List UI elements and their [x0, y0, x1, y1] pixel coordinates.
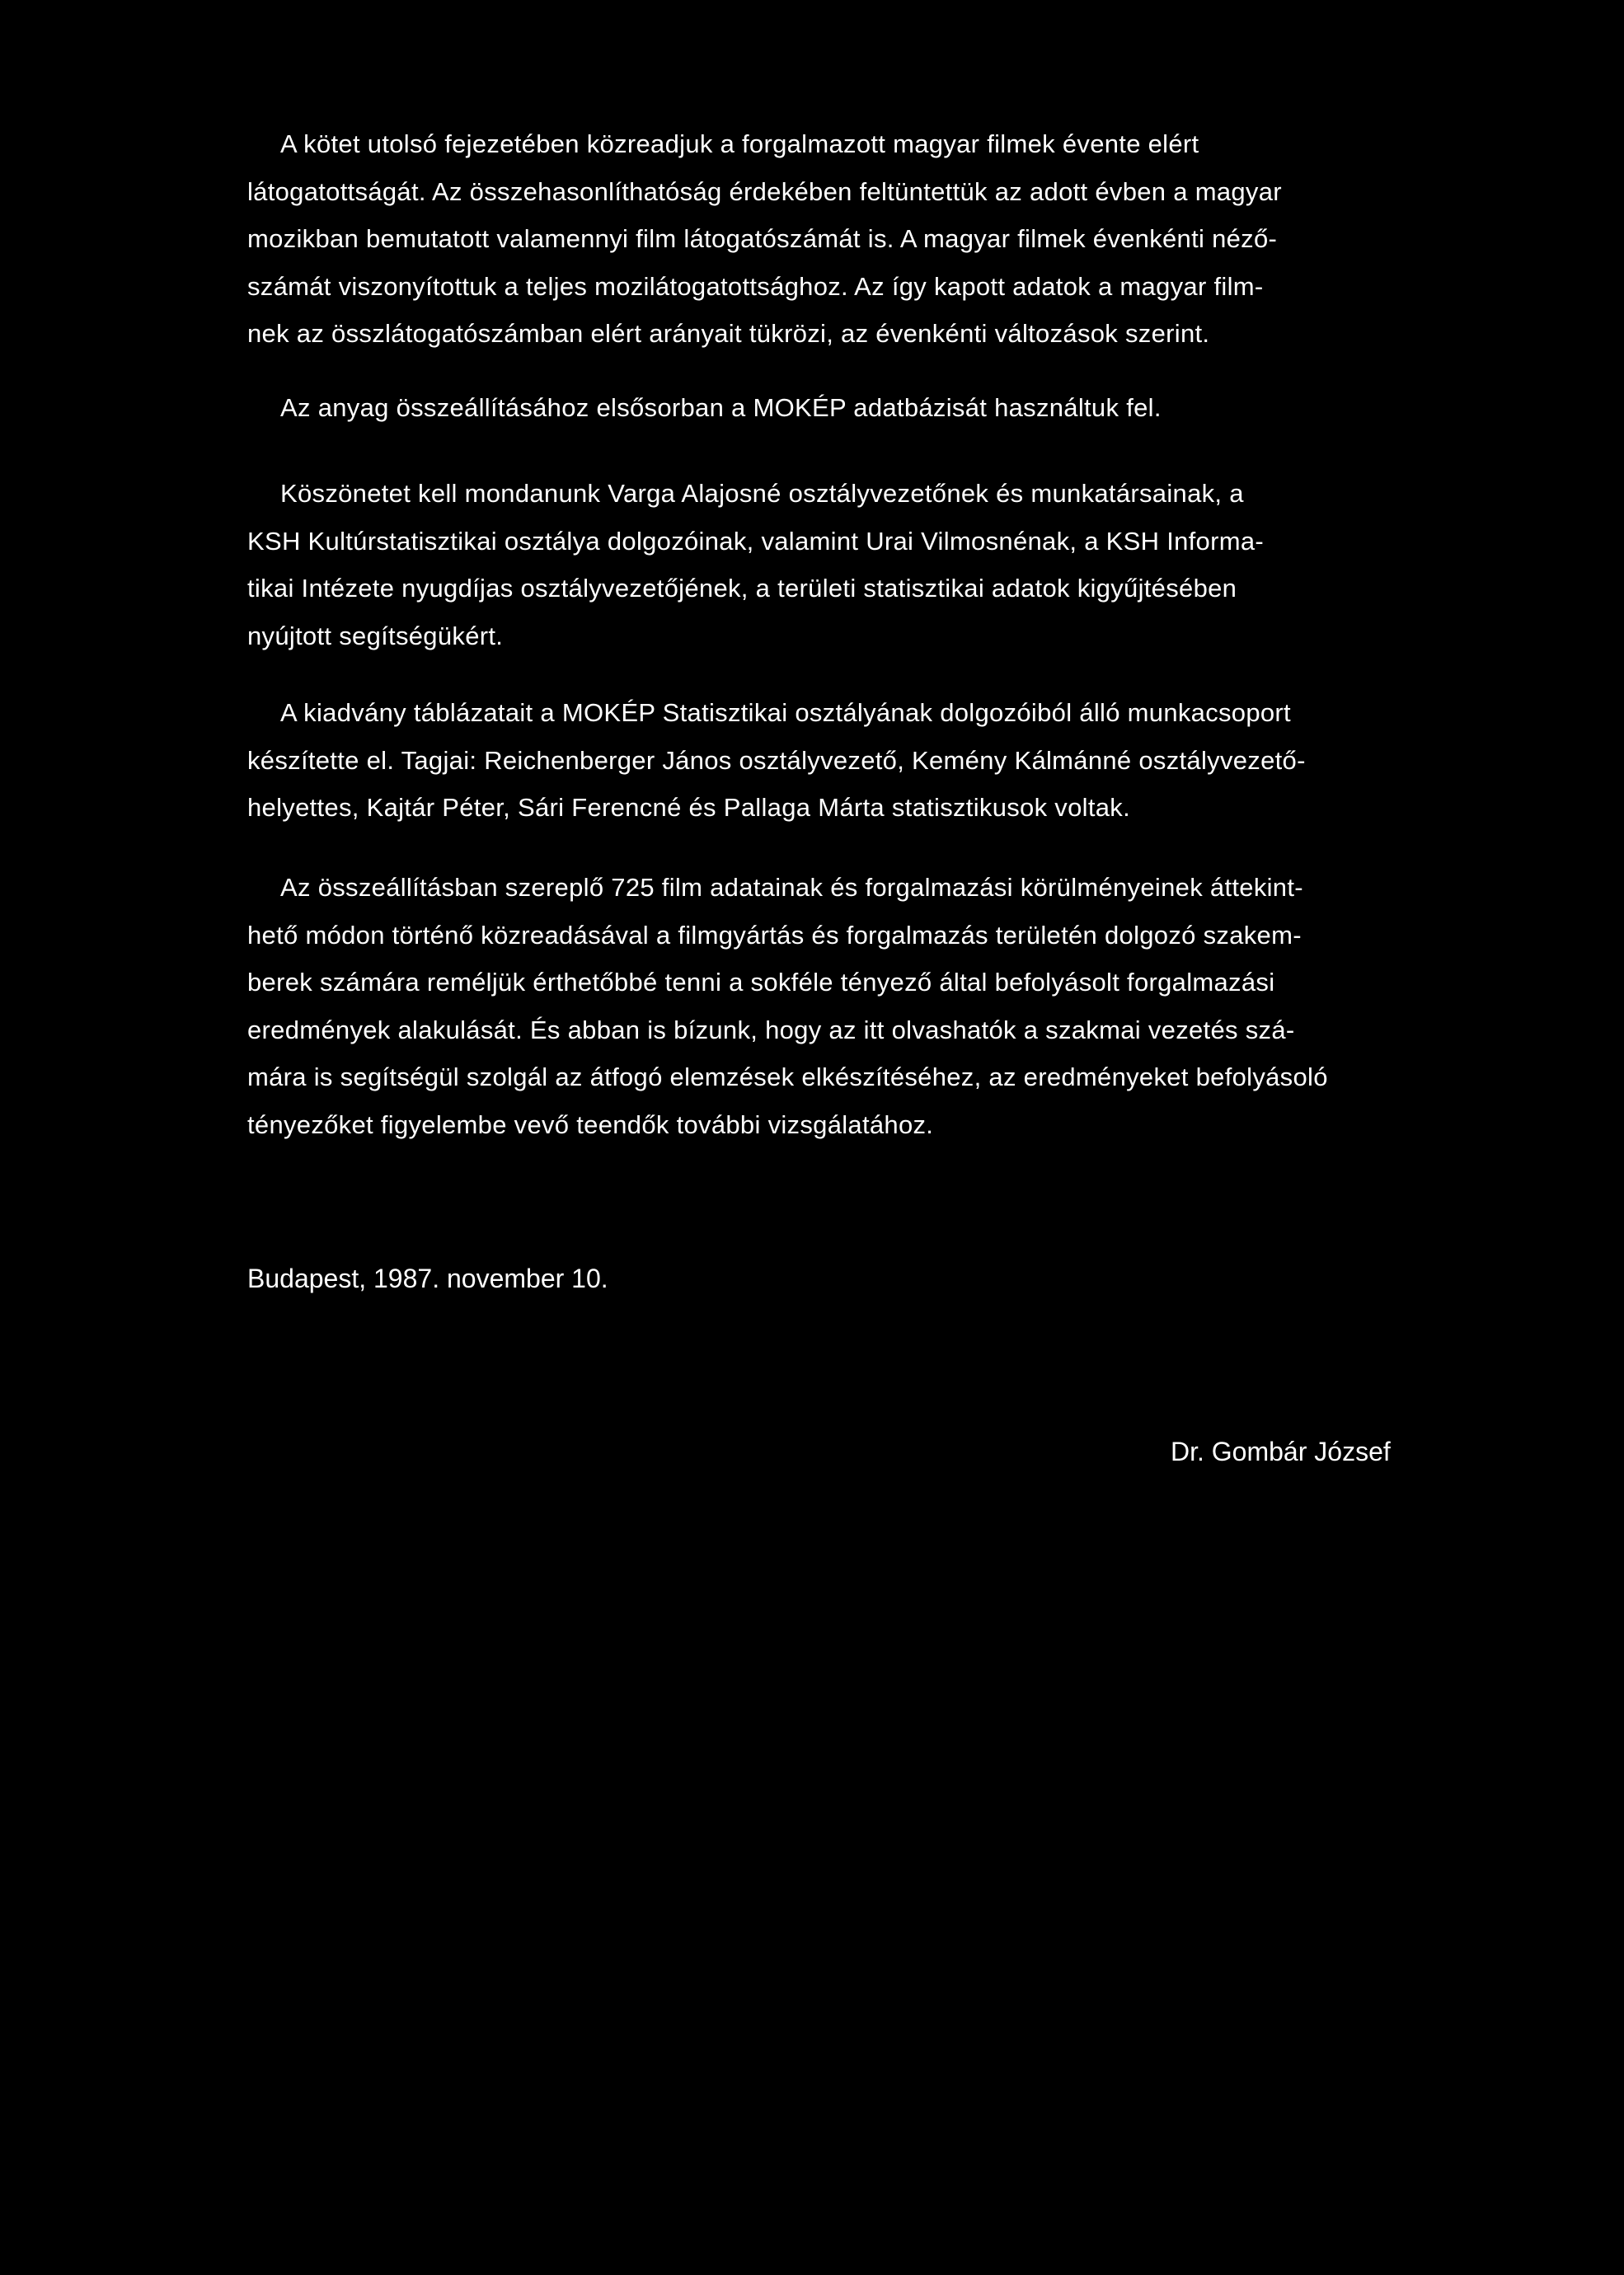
paragraph-purpose: [247, 864, 1484, 1148]
paragraph-intro: [247, 120, 1484, 358]
paragraph-acknowledgements: [247, 470, 1484, 659]
text-line: mozikban bemutatott valamennyi film látogatószámát is. A magyar filmek évenkénti néző-: [247, 224, 1278, 253]
text-line: látogatottságát. Az összehasonlíthatóság érdekében feltüntettük az adott évben a magyar: [247, 176, 1282, 206]
text-line: Köszönetet kell mondanunk Varga Alajosné osztályvezetőnek és munkatársainak, a: [280, 479, 1244, 508]
text-line: Az összeállításban szereplő 725 film adatainak és forgalmazási körülményeinek áttekint-: [280, 873, 1303, 902]
text-line: készítette el. Tagjai: Reichenberger János osztályvezető, Kemény Kálmánné osztályvezető-: [247, 745, 1306, 775]
text-line: tényezőket figyelembe vevő teendők további vizsgálatához.: [247, 1109, 934, 1139]
text-line: Az anyag összeállításához elsősorban a MOKÉP adatbázisát használtuk fel.: [280, 393, 1162, 422]
date-line: Budapest, 1987. november 10.: [247, 1264, 608, 1293]
text-line: mára is segítségül szolgál az átfogó elemzések elkészítéséhez, az eredményeket befolyásoló: [247, 1062, 1328, 1091]
text-line: berek számára reméljük érthetőbbé tenni a sokféle tényező által befolyásolt forgalmazási: [247, 968, 1275, 997]
text-line: A kötet utolsó fejezetében közreadjuk a forgalmazott magyar filmek évente elért: [280, 129, 1199, 158]
text-line: eredmények alakulását. És abban is bízunk, hogy az itt olvashatók a szakmai vezetés szá-: [247, 1015, 1295, 1044]
text-line: nek az összlátogatószámban elért arányait tükrözi, az évenkénti változások szerint.: [247, 319, 1210, 348]
paragraph-team: [247, 689, 1484, 832]
text-line: A kiadvány táblázatait a MOKÉP Statisztikai osztályának dolgozóiból álló munkacsoport: [280, 698, 1291, 727]
text-line: tikai Intézete nyugdíjas osztályvezetőjének, a területi statisztikai adatok kigyűjtésében: [247, 574, 1237, 603]
text-line: hető módon történő közreadásával a filmgyártás és forgalmazás területén dolgozó szakem-: [247, 920, 1302, 950]
paragraph-sources: [247, 384, 1484, 432]
text-line: helyettes, Kajtár Péter, Sári Ferencné és Pallaga Márta statisztikusok voltak.: [247, 793, 1130, 822]
text-line: számát viszonyítottuk a teljes mozilátogatottsághoz. Az így kapott adatok a magyar film-: [247, 271, 1264, 301]
signature: Dr. Gombár József: [1171, 1437, 1391, 1466]
text-line: KSH Kultúrstatisztikai osztálya dolgozóinak, valamint Urai Vilmosnénak, a KSH Informa-: [247, 526, 1265, 556]
text-line: nyújtott segítségükért.: [247, 621, 504, 650]
